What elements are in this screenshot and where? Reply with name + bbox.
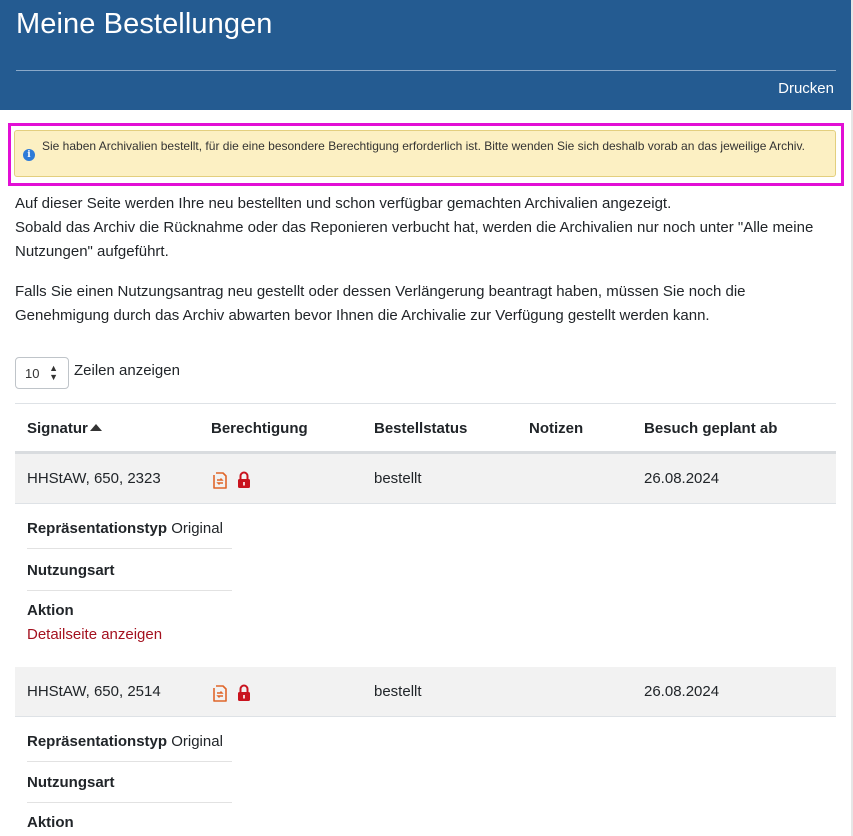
detail-label: Repräsentationstyp [27,733,168,750]
cell-besuch: 26.08.2024 [644,683,720,700]
column-header-besuch[interactable]: Besuch geplant ab [644,420,778,437]
page-title: Meine Bestellungen [16,8,273,40]
detail-divider [27,802,232,803]
column-header-bestellstatus[interactable]: Bestellstatus [374,420,468,437]
table-row[interactable] [15,667,836,717]
alert-text: Sie haben Archivalien bestellt, für die eine besondere Berechtigung erforderlich ist. Bitte wenden Sie sich deshalb vorab an das jeweilige Archiv. [42,139,805,153]
table-row[interactable] [15,454,836,504]
sort-updown-icon: ▲ ▼ [49,363,58,382]
detail-label: Aktion [27,814,74,831]
table-top-border [15,403,836,404]
cell-status: bestellt [374,683,422,700]
detail-representation [27,733,223,750]
permission-alert [14,130,836,177]
detail-value: Original [171,520,223,537]
page-length-value: 10 [25,366,40,381]
detail-action [27,602,74,619]
detail-divider [27,761,232,762]
detail-usage [27,774,115,791]
page-length-select[interactable] [15,357,69,389]
detail-divider [27,548,232,549]
detail-label: Aktion [27,602,74,619]
lock-icon [237,471,251,489]
intro-line-2: Sobald das Archiv die Rücknahme oder das Reponieren verbucht hat, werden die Archivalien nur noch unter "Alle meine Nutzungen" aufgeführt. [15,219,814,260]
intro-line-1: Auf dieser Seite werden Ihre neu bestellten und schon verfügbar gemachten Archivalien angezeigt. [15,195,672,212]
cell-signatur: HHStAW, 650, 2323 [27,470,161,487]
page-length-label: Zeilen anzeigen [74,362,180,379]
page-header [0,0,851,110]
column-header-berechtigung[interactable]: Berechtigung [211,420,308,437]
intro-paragraph-2: Falls Sie einen Nutzungsantrag neu gestellt oder dessen Verlängerung beantragt haben, müssen Sie noch die Genehmigung durch das Archiv abwarten bevor Ihnen die Archivalie zur Verfügung gestellt werden kann. [15,283,746,324]
detail-usage [27,562,115,579]
cell-signatur: HHStAW, 650, 2514 [27,683,161,700]
column-header-label: Signatur [27,420,88,437]
document-exchange-icon [213,472,227,489]
detail-label: Nutzungsart [27,562,115,579]
column-header-notizen[interactable]: Notizen [529,420,584,437]
print-button[interactable]: Drucken [778,80,834,97]
document-exchange-icon [213,685,227,702]
detail-page-link[interactable]: Detailseite anzeigen [27,626,163,643]
detail-action [27,814,74,831]
cell-status: bestellt [374,470,422,487]
header-divider [16,70,836,71]
detail-label: Nutzungsart [27,774,115,791]
info-icon: i [23,149,35,161]
detail-divider [27,590,232,591]
cell-besuch: 26.08.2024 [644,470,720,487]
detail-label: Repräsentationstyp [27,520,168,537]
intro-paragraph-1 [15,192,840,264]
detail-representation [27,520,223,537]
detail-value: Original [171,733,223,750]
lock-icon [237,684,251,702]
intro-text [15,192,840,328]
sort-ascending-icon [90,424,102,431]
column-header-signatur[interactable] [27,420,102,437]
